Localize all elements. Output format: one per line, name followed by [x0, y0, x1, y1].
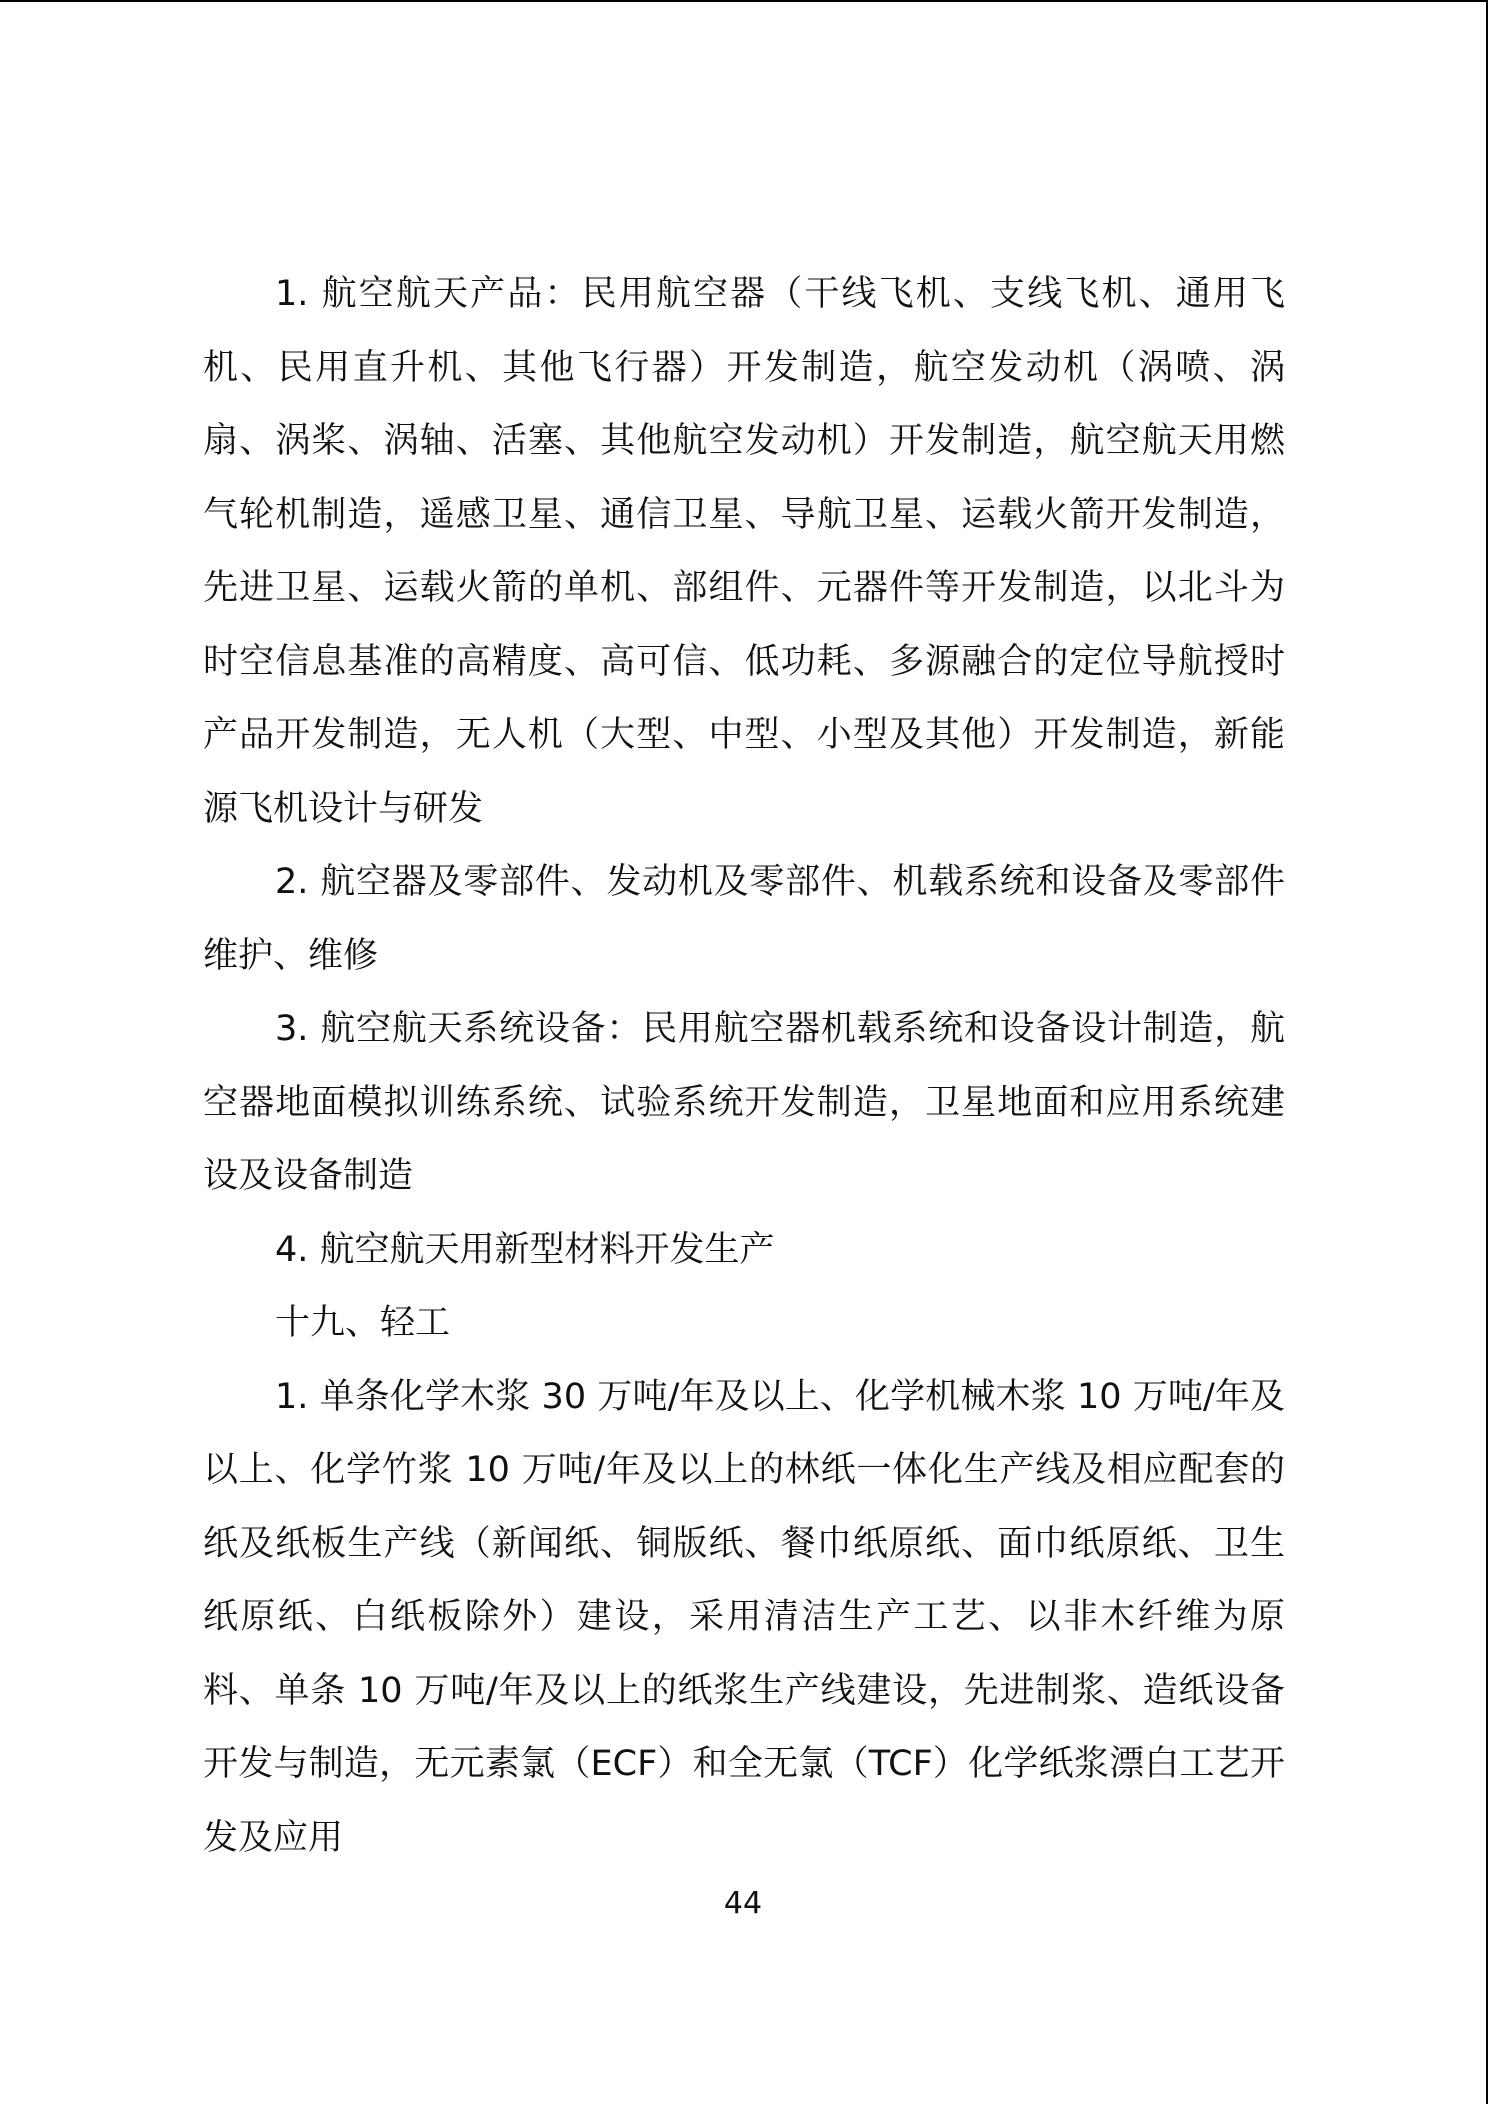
document-body: [203, 258, 1285, 1875]
paragraph-aerospace-systems: 3. 航空航天系统设备：民用航空器机载系统和设备设计制造，航空器地面模拟训练系统、试验系统开发制造，卫星地面和应用系统建设及设备制造: [203, 1009, 1285, 1196]
page-number: 44: [723, 1886, 763, 1921]
paragraph-aerospace-products: 1. 航空航天产品：民用航空器（干线飞机、支线飞机、通用飞机、民用直升机、其他飞行器）开发制造，航空发动机（涡喷、涡扇、涡桨、涡轴、活塞、其他航空发动机）开发制造，航空航天用燃气轮机制造，遥感卫星、通信卫星、导航卫星、运载火箭开发制造，先进卫星、运载火箭的单机、部组件、元器件等开发制造，以北斗为时空信息基准的高精度、高可信、低功耗、多源融合的定位导航授时产品开发制造，无人机（大型、中型、小型及其他）开发制造，新能源飞机设计与研发: [203, 274, 1285, 829]
paragraph-aerospace-materials: 4. 航空航天用新型材料开发生产: [275, 1229, 775, 1270]
section-heading-light-industry: 十九、轻工: [275, 1303, 451, 1343]
paragraph-aircraft-maintenance: 2. 航空器及零部件、发动机及零部件、机载系统和设备及零部件维护、维修: [203, 862, 1285, 976]
paragraph-pulp-paper: 1. 单条化学木浆 30 万吨/年及以上、化学机械木浆 10 万吨/年及以上、化学竹浆 10 万吨/年及以上的林纸一体化生产线及相应配套的纸及纸板生产线（新闻纸、铜版纸、餐巾纸原纸、面巾纸原纸、卫生纸原纸、白纸板除外）建设，采用清洁生产工艺、以非木纤维为原料、单条 10 万吨/年及以上的纸浆生产线建设，先进制浆、造纸设备开发与制造，无元素氯（ECF）和全无氯（TCF）化学纸浆漂白工艺开发及应用: [203, 1376, 1285, 1858]
